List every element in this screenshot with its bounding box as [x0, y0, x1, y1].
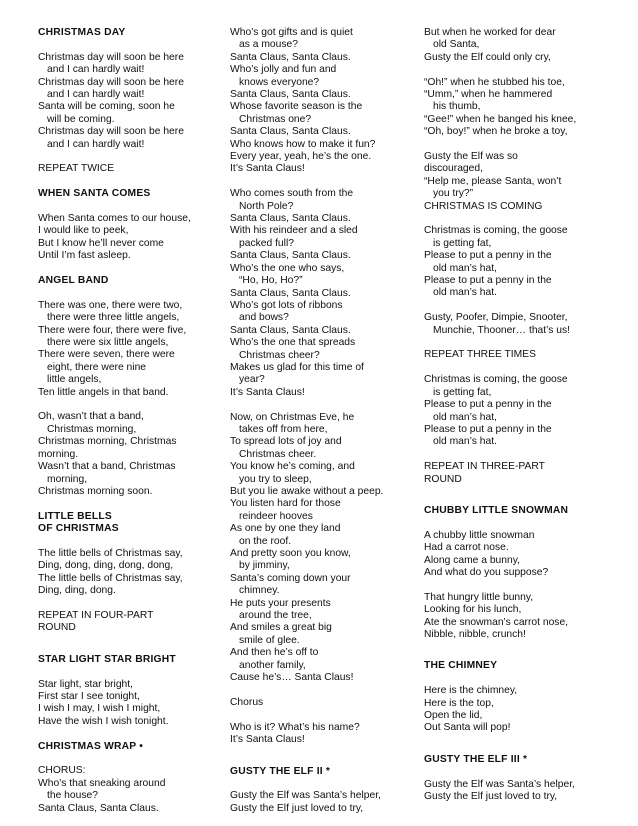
lyric-line: The little bells of Christmas say, [38, 547, 183, 559]
lyric-line: And what do you suppose? [424, 566, 549, 578]
lyric-line: ROUND [424, 473, 462, 485]
lyric-line: Gusty the Elf could only cry, [424, 51, 551, 63]
lyric-line: Santa’s coming down your [230, 572, 351, 584]
lyric-line: Gusty the Elf just loved to try, [230, 802, 364, 814]
lyric-line: another family, [239, 659, 306, 671]
lyric-line: CHORUS: [38, 765, 86, 777]
spacer [424, 735, 620, 754]
spacer [230, 709, 414, 721]
lyric-line: Gusty the Elf was Santa’s helper, [230, 790, 381, 802]
lyric-line: Gusty the Elf just loved to try, [424, 790, 558, 802]
lyric-line: ROUND [38, 622, 76, 634]
lyric-line: Whose favorite season is the [230, 101, 363, 113]
lyric-line: you try to sleep, [239, 473, 312, 485]
lyric-line: Christmas cheer? [239, 349, 320, 361]
song-title: LITTLE BELLS [38, 510, 112, 522]
spacer [38, 39, 216, 51]
lyric-line: there were three little angels, [47, 312, 180, 324]
lyric-line: will be coming. [47, 113, 115, 125]
lyric-line: To spread lots of joy and [230, 436, 342, 448]
spacer [38, 201, 216, 213]
lyric-line: knows everyone? [239, 76, 320, 88]
lyric-line: as a mouse? [239, 39, 298, 51]
spacer [424, 362, 620, 374]
lyric-line: Please to put a penny in the [424, 399, 552, 411]
lyric-line: Christmas is coming, the goose [424, 225, 568, 237]
column-left [38, 27, 216, 815]
lyric-line: But I know he’ll never come [38, 237, 164, 249]
lyric-line: and I can hardly wait! [47, 138, 145, 150]
spacer [424, 579, 620, 591]
spacer [38, 666, 216, 678]
lyric-line: is getting fat, [433, 386, 492, 398]
song-title: CHRISTMAS DAY [38, 27, 126, 38]
lyric-line: smile of glee. [239, 634, 300, 646]
spacer [424, 673, 620, 685]
lyric-line: Oh, wasn’t that a band, [38, 411, 144, 423]
spacer [38, 263, 216, 275]
lyric-line: CHRISTMAS IS COMING [424, 200, 543, 212]
lyric-line: Looking for his lunch, [424, 604, 522, 616]
lyric-line: reindeer hooves [239, 510, 313, 522]
song-title: GUSTY THE ELF II * [230, 765, 331, 777]
lyric-line: little angels, [47, 374, 102, 386]
lyric-line: packed full? [239, 237, 294, 249]
lyric-line: A chubby little snowman [424, 529, 535, 541]
lyric-line: Who’s got lots of ribbons [230, 299, 343, 311]
lyric-line: “Oh!” when he stubbed his toe, [424, 76, 565, 88]
song-title: THE CHIMNEY [424, 660, 498, 672]
lyric-line: With his reindeer and a sled [230, 225, 358, 237]
spacer [38, 151, 216, 163]
lyric-line: First star I see tonight, [38, 690, 140, 702]
spacer [424, 486, 620, 505]
lyric-line: Christmas morning soon. [38, 485, 153, 497]
lyric-line: discouraged, [424, 163, 483, 175]
spacer [230, 685, 414, 697]
lyric-line: Santa Claus, Santa Claus. [38, 802, 159, 814]
lyric-line: the house? [47, 790, 98, 802]
lyric-line: Who’s the one that spreads [230, 337, 356, 349]
lyric-line: “Gee!” when he banged his knee, [424, 113, 577, 125]
lyric-line: “Ho, Ho, Ho?” [239, 275, 303, 287]
lyric-line: Christmas one? [239, 113, 312, 125]
spacer [424, 300, 620, 312]
lyric-line: Santa will be coming, soon he [38, 101, 175, 113]
lyric-line: takes off from here, [239, 423, 328, 435]
lyric-line: Who’s that sneaking around [38, 777, 166, 789]
lyric-line: Santa Claus, Santa Claus. [230, 324, 351, 336]
lyric-line: old man’s hat, [433, 411, 497, 423]
lyric-line: Ding, dong, ding, dong, dong, [38, 560, 174, 572]
lyric-line: Here is the chimney, [424, 685, 518, 697]
song-title: STAR LIGHT STAR BRIGHT [38, 653, 176, 665]
lyric-line: Chorus [230, 696, 264, 708]
lyric-line: Please to put a penny in the [424, 423, 552, 435]
lyric-line: Wasn’t that a band, Christmas [38, 461, 176, 473]
lyric-line: and bows? [239, 312, 289, 324]
lyric-line: North Pole? [239, 200, 294, 212]
spacer [424, 337, 620, 349]
lyric-line: Who’s got gifts and is quiet [230, 27, 353, 38]
lyric-line: It’s Santa Claus! [230, 163, 305, 175]
lyric-line: Star light, star bright, [38, 678, 133, 690]
lyric-line: Have the wish I wish tonight. [38, 715, 169, 727]
lyric-line: REPEAT IN FOUR-PART [38, 609, 154, 621]
song-title: OF CHRISTMAS [38, 523, 119, 535]
lyric-line: Christmas cheer. [239, 448, 317, 460]
lyric-line: old man’s hat. [433, 287, 497, 299]
lyric-line: on the roof. [239, 535, 292, 547]
lyric-line: year? [239, 374, 265, 386]
lyric-line: eight, there were nine [47, 361, 147, 373]
lyric-line: Had a carrot nose. [424, 542, 509, 554]
lyric-line: there were six little angels, [47, 337, 169, 349]
lyric-line: you try?” [433, 188, 474, 200]
lyric-line: Munchie, Thooner… that’s us! [433, 324, 570, 336]
lyric-line: REPEAT THREE TIMES [424, 349, 536, 361]
lyric-line: Along came a bunny, [424, 554, 520, 566]
spacer [230, 399, 414, 411]
lyric-line: Nibble, nibble, crunch! [424, 628, 526, 640]
lyric-line: When Santa comes to our house, [38, 213, 191, 225]
lyric-line: Santa Claus, Santa Claus. [230, 89, 351, 101]
lyric-line: Christmas day will soon be here [38, 126, 184, 138]
lyric-line: Santa Claus, Santa Claus. [230, 287, 351, 299]
lyric-line: Who’s jolly and fun and [230, 64, 337, 76]
lyric-line: Please to put a penny in the [424, 250, 552, 262]
spacer [38, 287, 216, 299]
lyric-line: Christmas day will soon be here [38, 76, 184, 88]
song-title: CHRISTMAS WRAP • [38, 740, 144, 752]
lyric-line: Santa Claus, Santa Claus. [230, 126, 351, 138]
lyric-line: chimney. [239, 585, 280, 597]
lyric-line: Who is it? What’s his name? [230, 721, 360, 733]
lyric-line: I would like to peek, [38, 225, 129, 237]
lyric-line: There were seven, there were [38, 349, 175, 361]
lyric-line: Who comes south from the [230, 188, 354, 200]
lyric-line: That hungry little bunny, [424, 591, 534, 603]
lyric-line: Ding, ding, dong. [38, 585, 116, 597]
lyric-line: “Umm,” when he hammered [424, 89, 553, 101]
lyric-line: I wish I may, I wish I might, [38, 703, 161, 715]
lyric-line: “Oh, boy!” when he broke a toy, [424, 126, 568, 138]
lyric-line: morning. [38, 448, 79, 460]
lyric-line: Who’s the one who says, [230, 262, 345, 274]
lyric-line: REPEAT IN THREE-PART [424, 461, 545, 473]
spacer [424, 517, 620, 529]
lyric-line: Ate the snowman’s carrot nose, [424, 616, 569, 628]
spacer [424, 641, 620, 660]
lyric-line: There was one, there were two, [38, 299, 183, 311]
lyric-line: is getting fat, [433, 237, 492, 249]
spacer [230, 778, 414, 790]
spacer [230, 747, 414, 766]
lyric-line: And pretty soon you know, [230, 548, 351, 560]
lyric-line: morning, [47, 473, 88, 485]
lyric-line: Now, on Christmas Eve, he [230, 411, 355, 423]
lyric-line: Makes us glad for this time of [230, 361, 364, 373]
lyric-line: old Santa, [433, 39, 480, 51]
lyric-line: The little bells of Christmas say, [38, 572, 183, 584]
lyric-line: But when he worked for dear [424, 27, 556, 38]
spacer [424, 449, 620, 461]
spacer [230, 176, 414, 188]
spacer [38, 176, 216, 188]
lyric-line: around the tree, [239, 610, 312, 622]
lyric-line: Open the lid, [424, 709, 483, 721]
spacer [424, 64, 620, 76]
song-title: WHEN SANTA COMES [38, 188, 151, 200]
column-right [424, 27, 620, 803]
lyric-line: And then he’s off to [230, 647, 319, 659]
lyric-line: old man’s hat. [433, 436, 497, 448]
lyric-line: You know he’s coming, and [230, 461, 355, 473]
spacer [38, 728, 216, 740]
lyric-line: by jimminy, [239, 560, 290, 572]
spacer [38, 536, 216, 548]
lyric-line: old man’s hat, [433, 262, 497, 274]
lyric-line: He puts your presents [230, 597, 331, 609]
lyric-line: Gusty the Elf was Santa’s helper, [424, 778, 575, 790]
lyric-line: But you lie awake without a peep. [230, 486, 384, 497]
song-title: CHUBBY LITTLE SNOWMAN [424, 504, 569, 516]
lyric-line: Santa Claus, Santa Claus. [230, 51, 351, 63]
lyric-line: Ten little angels in that band. [38, 386, 169, 398]
spacer [424, 139, 620, 151]
lyric-line: Cause he’s… Santa Claus! [230, 672, 354, 684]
spacer [38, 498, 216, 510]
song-title: GUSTY THE ELF III * [424, 753, 528, 765]
spacer [38, 635, 216, 654]
column-middle [230, 27, 414, 815]
lyric-line: Gusty the Elf was so [424, 151, 518, 163]
lyric-line: Here is the top, [424, 697, 494, 709]
lyric-line: Who knows how to make it fun? [230, 138, 376, 150]
lyric-line: Christmas morning, Christmas [38, 436, 177, 448]
lyric-line: Please to put a penny in the [424, 275, 552, 287]
lyric-line: Gusty, Poofer, Dimpie, Snooter, [424, 312, 568, 324]
spacer [38, 598, 216, 610]
spacer [38, 399, 216, 411]
spacer [38, 753, 216, 765]
lyric-line: And smiles a great big [230, 622, 332, 634]
lyric-line: Christmas day will soon be here [38, 51, 184, 63]
lyric-line: You listen hard for those [230, 498, 341, 510]
lyric-line: his thumb, [433, 101, 481, 113]
lyric-line: Christmas morning, [47, 423, 137, 435]
lyric-line: Every year, yeah, he’s the one. [230, 151, 372, 163]
lyric-line: It’s Santa Claus! [230, 386, 305, 398]
lyric-line: and I can hardly wait! [47, 89, 145, 101]
song-title: ANGEL BAND [38, 275, 109, 287]
lyric-line: Santa Claus, Santa Claus. [230, 250, 351, 262]
lyric-line: Until I’m fast asleep. [38, 250, 131, 262]
lyric-line: Out Santa will pop! [424, 722, 511, 734]
lyric-line: It’s Santa Claus! [230, 734, 305, 746]
spacer [424, 766, 620, 778]
spacer [424, 213, 620, 225]
lyric-line: As one by one they land [230, 523, 341, 535]
lyric-line: and I can hardly wait! [47, 64, 145, 76]
lyric-line: There were four, there were five, [38, 324, 187, 336]
lyric-line: Christmas is coming, the goose [424, 374, 568, 386]
lyric-line: Santa Claus, Santa Claus. [230, 213, 351, 225]
lyric-line: “Help me, please Santa, won’t [424, 175, 562, 187]
lyric-line: REPEAT TWICE [38, 163, 115, 175]
